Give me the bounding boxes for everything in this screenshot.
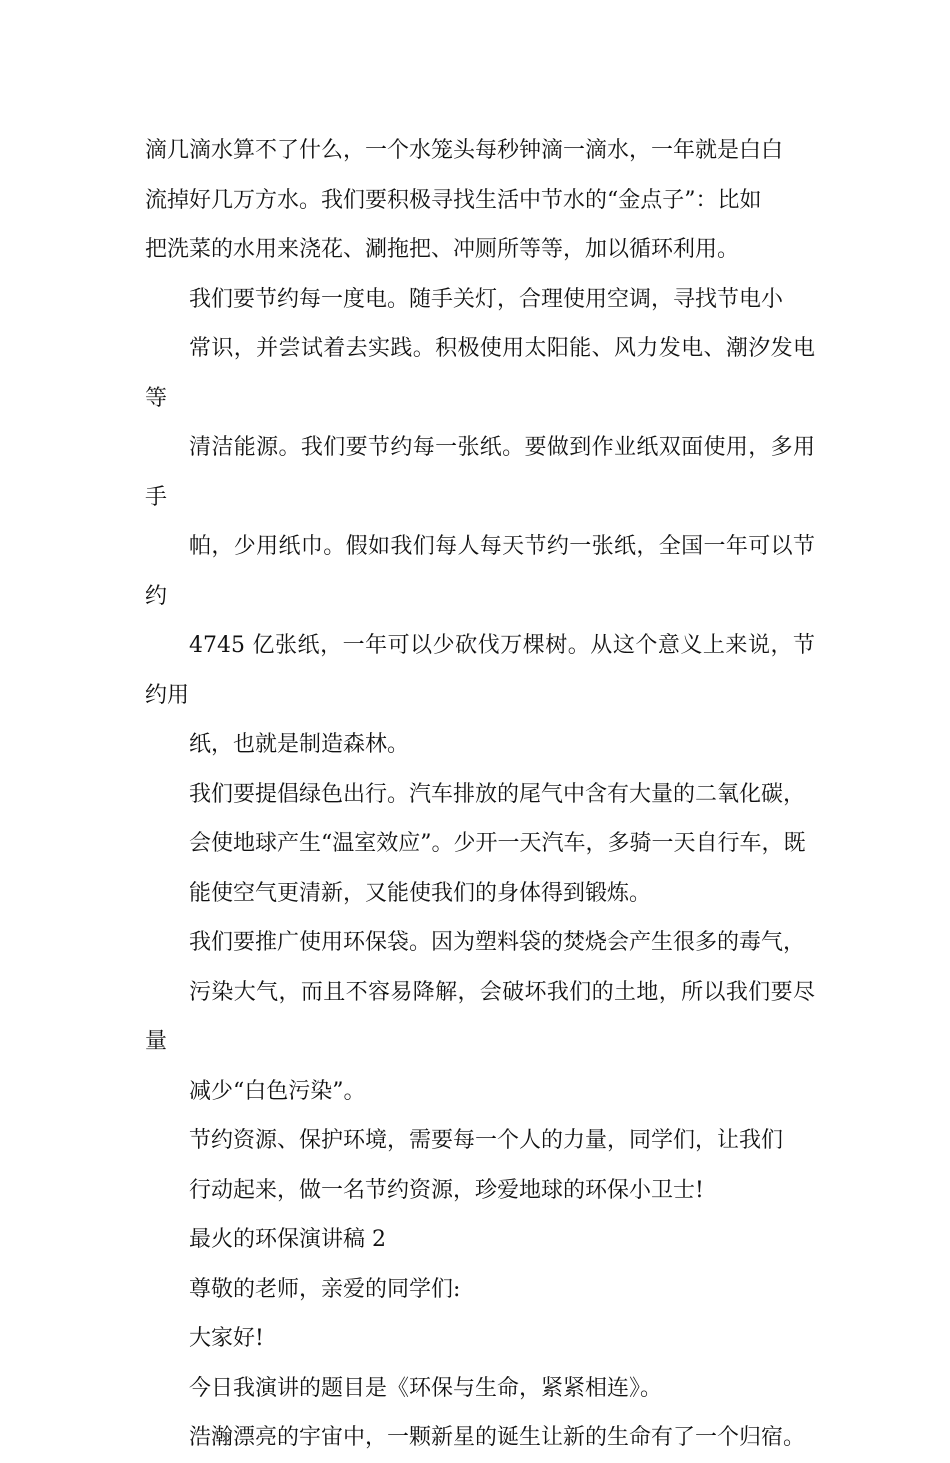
paragraph-speech-topic [145,1364,815,1414]
paragraph-salutation [145,1265,815,1315]
text-line: 清洁能源。我们要节约每一张纸。要做到作业纸双面使用，多用手 [145,435,815,510]
text-line: 今日我演讲的题目是《环保与生命，紧紧相连》。 [189,1375,663,1401]
text-line: 滴几滴水算不了什么，一个水笼头每秒钟滴一滴水，一年就是白白 [145,138,784,163]
paragraph-water-saving [145,126,815,275]
text-line: 我们要提倡绿色出行。汽车排放的尾气中含有大量的二氧化碳， [189,781,806,807]
text-line: 行动起来，做一名节约资源，珍爱地球的环保小卫士! [189,1177,704,1203]
paragraph-greeting [145,1314,815,1364]
text-line: 大家好! [189,1326,264,1351]
text-line: 节约资源、保护环境，需要每一个人的力量，同学们，让我们 [189,1128,784,1153]
paragraph-eco-bags [145,918,815,1116]
text-line: 浩瀚漂亮的宇宙中，一颗新星的诞生让新的生命有了一个归宿。 [189,1425,806,1450]
text-line: 4745 亿张纸，一年可以少砍伐万棵树。从这个意义上来说，节约用 [145,633,815,708]
text-line: 减少“白色污染”。 [189,1078,366,1104]
paragraph-electricity-paper [145,275,815,770]
text-line: 会使地球产生“温室效应”。少开一天汽车，多骑一天自行车，既 [189,831,806,856]
text-line: 最火的环保演讲稿 2 [189,1227,386,1252]
text-line: 流掉好几万方水。我们要积极寻找生活中节水的“金点子”：比如 [145,187,762,213]
paragraph-call-to-action [145,1116,815,1215]
text-line: 纸，也就是制造森林。 [189,732,410,757]
text-line: 能使空气更清新，又能使我们的身体得到锻炼。 [189,880,652,906]
paragraph-green-travel [145,770,815,919]
text-line: 污染大气，而且不容易降解，会破坏我们的土地，所以我们要尽量 [145,979,815,1054]
text-line: 尊敬的老师，亲爱的同学们: [189,1276,461,1302]
text-line: 帕，少用纸巾。假如我们每人每天节约一张纸，全国一年可以节约 [145,534,815,609]
text-line: 我们要节约每一度电。随手关灯，合理使用空调，寻找节电小 [189,286,784,312]
text-line: 常识，并尝试着去实践。积极使用太阳能、风力发电、潮汐发电等 [145,336,815,411]
document-body [145,126,815,1463]
text-line: 把洗菜的水用来浇花、涮拖把、冲厕所等等，加以循环利用。 [145,237,740,262]
section-title [145,1215,815,1265]
text-line: 我们要推广使用环保袋。因为塑料袋的焚烧会产生很多的毒气， [189,930,806,955]
paragraph-universe [145,1413,815,1463]
